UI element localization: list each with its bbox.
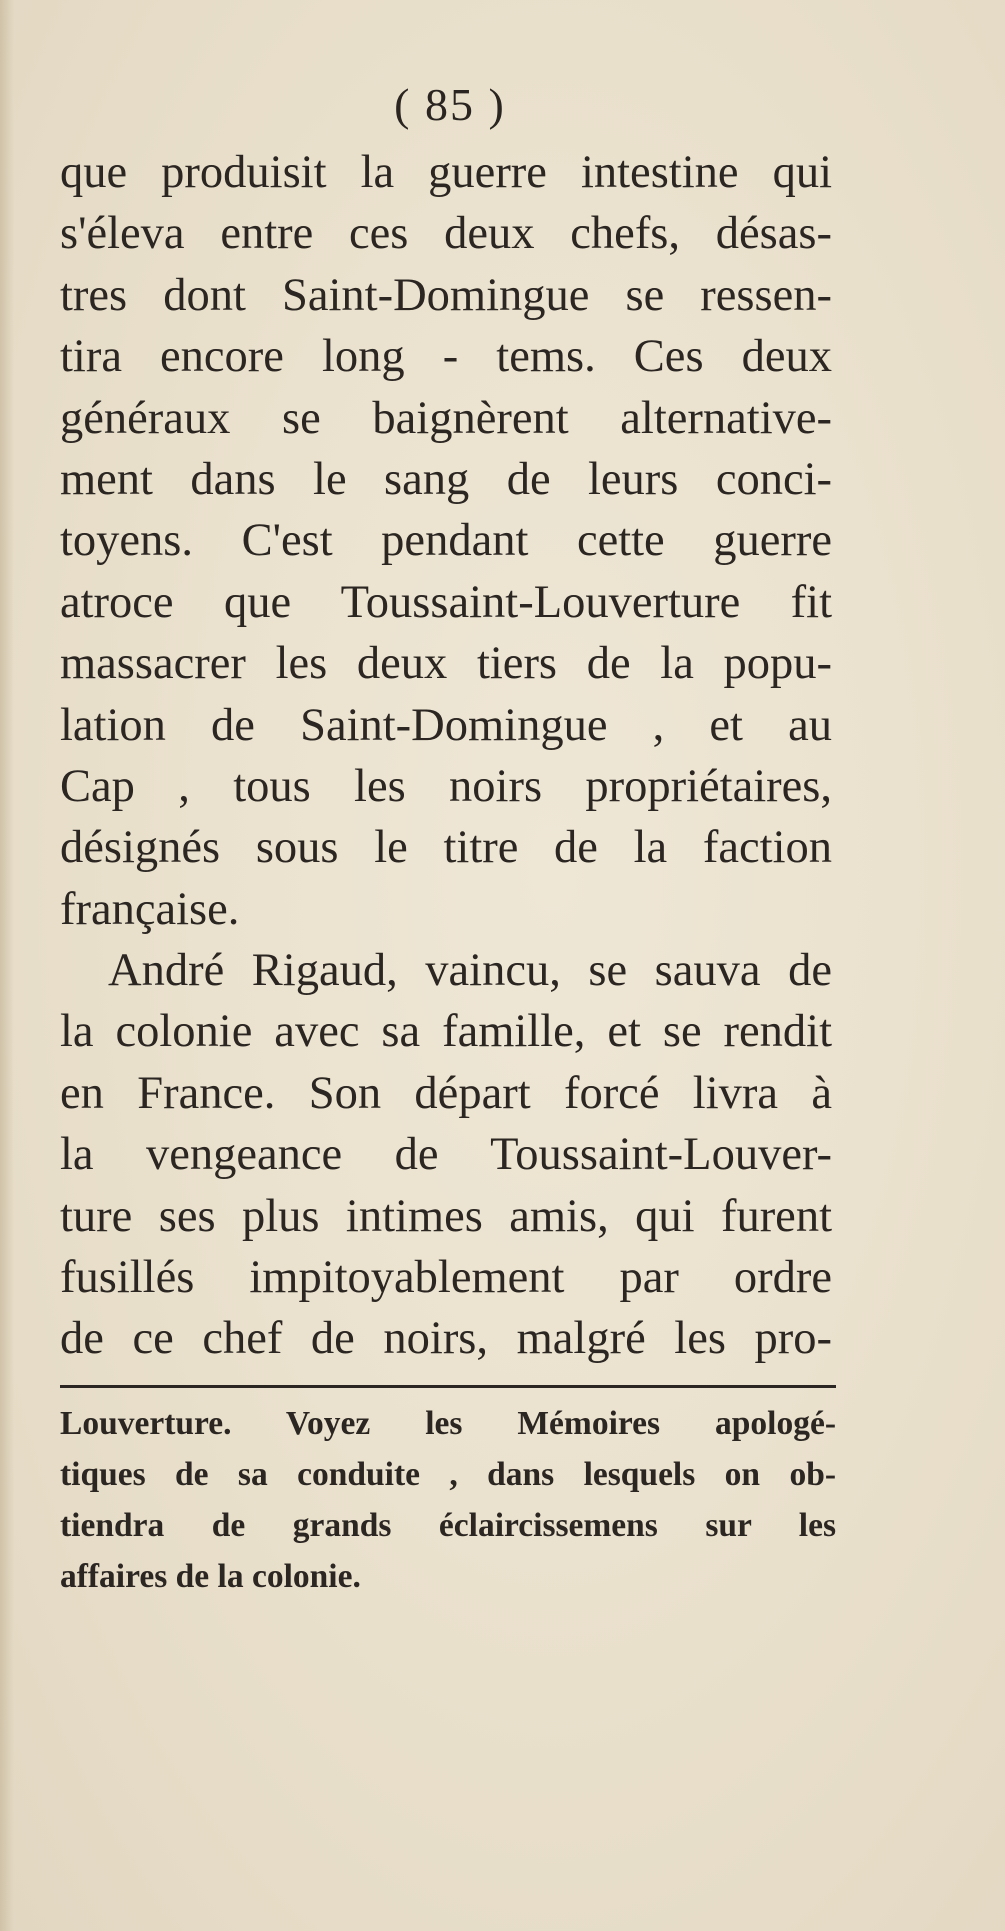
text-line: désignés sous le titre de la faction	[60, 822, 832, 874]
footnote-line: tiques de sa conduite , dans lesquels on ob-	[60, 1456, 836, 1493]
text-line: la vengeance de Toussaint-Louver-	[60, 1129, 832, 1181]
text-line: fusillés impitoyablement par ordre	[60, 1252, 832, 1304]
text-line: toyens. C'est pendant cette guerre	[60, 515, 832, 567]
footnote-separator-rule	[60, 1385, 836, 1388]
text-line: la colonie avec sa famille, et se rendit	[60, 1006, 832, 1058]
text-line: atroce que Toussaint-Louverture fit	[60, 576, 832, 628]
text-line: s'éleva entre ces deux chefs, désas-	[60, 208, 832, 260]
text-line: ment dans le sang de leurs conci-	[60, 453, 832, 505]
footnote	[60, 1398, 836, 1602]
text-line: massacrer les deux tiers de la popu-	[60, 638, 832, 690]
text-line: tres dont Saint-Domingue se ressen-	[60, 269, 832, 321]
text-line: de ce chef de noirs, malgré les pro-	[60, 1313, 832, 1365]
text-line: lation de Saint-Domingue , et au	[60, 699, 832, 751]
footnote-line: tiendra de grands éclaircissemens sur les	[60, 1507, 836, 1544]
text-line: tira encore long - tems. Ces deux	[60, 331, 832, 383]
main-text	[60, 142, 832, 1370]
footnote-line: Louverture. Voyez les Mémoires apologé-	[60, 1405, 836, 1442]
text-line: généraux se baignèrent alternative-	[60, 392, 832, 444]
text-line: en France. Son départ forcé livra à	[60, 1067, 832, 1119]
text-line: ture ses plus intimes amis, qui furent	[60, 1190, 832, 1242]
paragraph-end-line: française.	[60, 883, 240, 935]
footnote-line: affaires de la colonie.	[60, 1558, 361, 1595]
page-edge-shadow	[0, 0, 14, 1931]
text-line: que produisit la guerre intestine qui	[60, 147, 832, 198]
paragraph-start-line: André Rigaud, vaincu, se sauva de	[108, 945, 832, 997]
text-line: Cap , tous les noirs propriétaires,	[60, 760, 832, 812]
page-number: ( 85 )	[394, 79, 506, 130]
